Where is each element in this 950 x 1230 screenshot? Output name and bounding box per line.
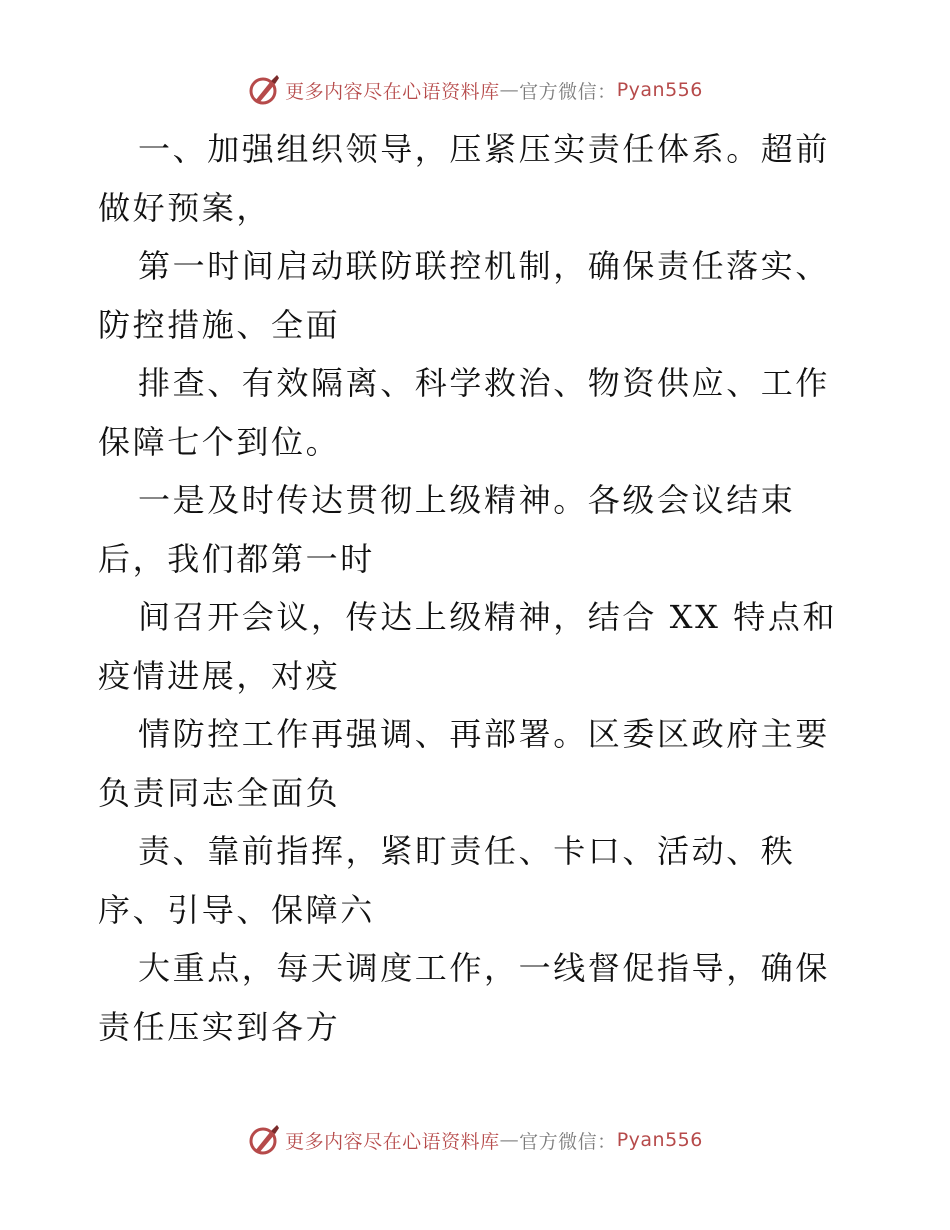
footer-watermark <box>0 1120 950 1160</box>
header-watermark <box>0 70 950 110</box>
paragraph: 间召开会议，传达上级精神，结合 XX 特点和疫情进展，对疫 <box>98 598 838 695</box>
paragraph: 责、靠前指挥，紧盯责任、卡口、活动、秩序、引导、保障六 <box>98 832 796 929</box>
watermark-wechat-id: Pyan556 <box>616 79 703 101</box>
paragraph: 排查、有效隔离、科学救治、物资供应、工作保障七个到位。 <box>98 364 831 461</box>
paragraph: 第一时间启动联防联控机制，确保责任落实、防控措施、全面 <box>98 247 831 344</box>
watermark-main-text: 更多内容尽在心语资料库 <box>285 1130 500 1153</box>
pen-logo-icon <box>247 73 281 107</box>
watermark-sub-text: 官方微信： <box>519 80 617 103</box>
pen-logo-icon <box>247 1123 281 1157</box>
paragraph: 一、加强组织领导，压紧压实责任体系。超前做好预案， <box>98 130 831 227</box>
watermark-sub-text: 官方微信： <box>519 1130 617 1153</box>
watermark-separator: — <box>499 1129 520 1151</box>
paragraph: 情防控工作再强调、再部署。区委区政府主要负责同志全面负 <box>98 715 831 812</box>
watermark-separator: — <box>499 79 520 101</box>
watermark-wechat-id: Pyan556 <box>616 1129 703 1151</box>
paragraph: 大重点，每天调度工作，一线督促指导，确保责任压实到各方 <box>98 949 831 1046</box>
document-body <box>98 120 858 1056</box>
watermark-main-text: 更多内容尽在心语资料库 <box>285 80 500 103</box>
paragraph: 一是及时传达贯彻上级精神。各级会议结束后，我们都第一时 <box>98 481 796 578</box>
